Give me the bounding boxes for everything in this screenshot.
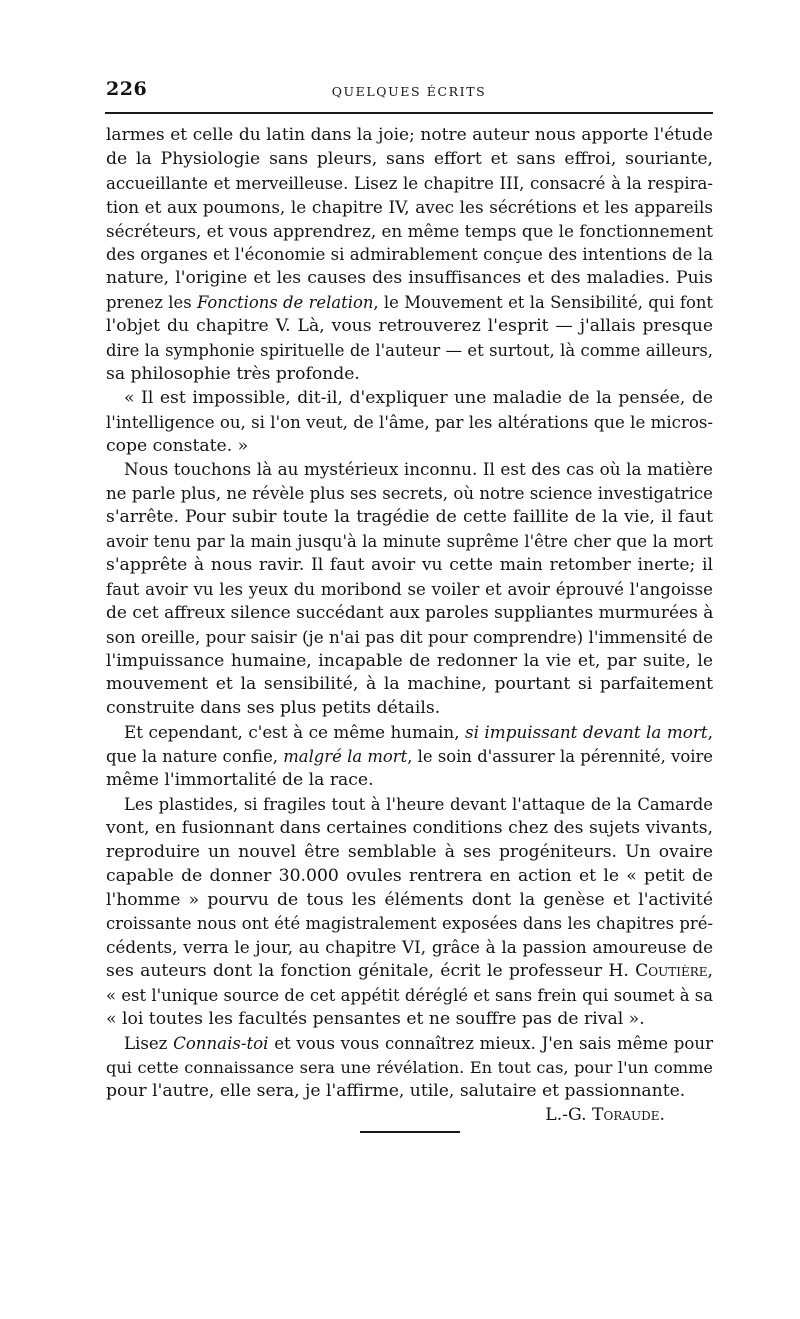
text-line: avoir tenu par la main jusqu'à la minute suprême l'être cher que la mort <box>106 532 713 552</box>
text-line: capable de donner 30.000 ovules rentrera en action et le « petit de <box>106 865 713 886</box>
text-line: « Il est impossible, dit-il, d'expliquer une maladie de la pensée, de <box>124 387 713 408</box>
text-segment: ses auteurs dont la fonction génitale, écrit le professeur H. <box>106 961 636 982</box>
text-line: de cet affreux silence succédant aux paroles suppliantes murmurées à <box>106 602 714 623</box>
text-line <box>106 745 713 769</box>
text-segment: prenez les <box>106 293 197 313</box>
text-line: sécréteurs, et vous apprendrez, en même temps que le fonctionnement <box>106 220 713 241</box>
text-line: l'impuissance humaine, incapable de redonner la vie et, par suite, le <box>106 650 713 671</box>
text-line: larmes et celle du latin dans la joie; notre auteur nous apporte l'étude <box>106 125 713 145</box>
text-line: l'homme » pourvu de tous les éléments dont la genèse et l'activité <box>106 889 713 910</box>
text-line: des organes et l'économie si admirablement conçue des intentions de la <box>106 245 713 265</box>
text-line <box>106 721 713 745</box>
italic-title: Connais-toi <box>173 1033 269 1053</box>
text-segment: , le soin d'assurer la pérennité, voire <box>407 747 713 767</box>
text-line: faut avoir vu les yeux du moribond se voiler et avoir éprouvé l'angoisse <box>106 579 713 599</box>
text-line: dire la symphonie spirituelle de l'auteur — et surtout, là comme ailleurs, <box>106 341 713 361</box>
text-line: l'intelligence ou, si l'on veut, de l'âme, par les altérations que le micros- <box>106 412 713 432</box>
page-header <box>106 74 712 106</box>
text-line: croissante nous ont été magistralement exposées dans les chapitres pré- <box>106 914 713 934</box>
text-segment: . <box>659 1104 665 1125</box>
text-line: Nous touchons là au mystérieux inconnu. Il est des cas où la matière <box>124 459 713 480</box>
text-line: mouvement et la sensibilité, à la machine, pourtant si parfaitement <box>106 674 713 695</box>
text-line: reproduire un nouvel être semblable à ses progéniteurs. Un ovaire <box>106 841 713 862</box>
text-segment: , <box>707 722 713 743</box>
header-rule <box>105 112 713 114</box>
text-line: ne parle plus, ne révèle plus ses secrets, où notre science investigatrice <box>106 484 713 504</box>
text-line: s'apprête à nous ravir. Il faut avoir vu cette main retomber inerte; il <box>106 555 713 576</box>
text-line: nature, l'origine et les causes des insuffisances et des maladies. Puis <box>106 268 713 289</box>
running-title: QUELQUES ÉCRITS <box>331 84 487 99</box>
text-line: construite dans ses plus petits détails. <box>106 698 441 719</box>
text-segment: et vous vous connaîtrez mieux. J'en sais même pour <box>268 1033 714 1053</box>
text-line <box>106 960 713 984</box>
text-segment: Lisez <box>124 1033 174 1053</box>
text-line: même l'immortalité de la race. <box>106 770 374 791</box>
text-line <box>106 291 713 315</box>
text-segment: L.-G. <box>545 1104 593 1125</box>
text-line: « loi toutes les facultés pensantes et ne souffre pas de rival ». <box>106 1008 645 1029</box>
italic-title: Fonctions de relation <box>196 293 374 313</box>
text-line: sa philosophie très profonde. <box>106 363 360 384</box>
author-name: Coutière <box>635 961 708 982</box>
text-line: qui cette connaissance sera une révélation. En tout cas, pour l'un comme <box>106 1057 713 1077</box>
body-text <box>106 124 713 1127</box>
text-line: l'objet du chapitre V. Là, vous retrouverez l'esprit — j'allais presque <box>106 316 713 337</box>
text-segment: , <box>707 961 713 982</box>
text-line: Les plastides, si fragiles tout à l'heure devant l'attaque de la Camarde <box>124 794 713 814</box>
page-number: 226 <box>106 78 148 100</box>
text-line: cope constate. » <box>106 435 249 456</box>
text-line: cédents, verra le jour, au chapitre VI, grâce à la passion amoureuse de <box>106 937 713 958</box>
text-segment: Et cependant, c'est à ce même humain, <box>124 722 465 743</box>
text-line: « est l'unique source de cet appétit déréglé et sans frein qui soumet à sa <box>106 986 713 1006</box>
text-line: s'arrête. Pour subir toute la tragédie de cette faillite de la vie, il faut <box>106 507 713 528</box>
text-line: de la Physiologie sans pleurs, sans effort et sans effroi, souriante, <box>106 148 713 169</box>
text-segment: , le Mouvement et la Sensibilité, qui font <box>373 293 713 313</box>
text-segment: que la nature confie, <box>106 747 284 767</box>
text-line: pour l'autre, elle sera, je l'affirme, utile, salutaire et passionnante. <box>106 1080 686 1101</box>
text-line: accueillante et merveilleuse. Lisez le chapitre III, consacré à la respira- <box>106 173 713 193</box>
signature-name: Toraude <box>592 1104 660 1125</box>
italic-phrase: si impuissant devant la mort <box>465 722 708 743</box>
italic-phrase: malgré la mort <box>283 747 408 767</box>
text-line: vont, en fusionnant dans certaines conditions chez des sujets vivants, <box>106 817 713 838</box>
text-line: son oreille, pour saisir (je n'ai pas dit pour comprendre) l'immensité de <box>106 626 714 647</box>
end-rule <box>360 1131 460 1133</box>
signature <box>106 1104 713 1128</box>
text-line <box>106 1032 713 1056</box>
text-line: tion et aux poumons, le chapitre IV, avec les sécrétions et les appareils <box>106 196 713 217</box>
